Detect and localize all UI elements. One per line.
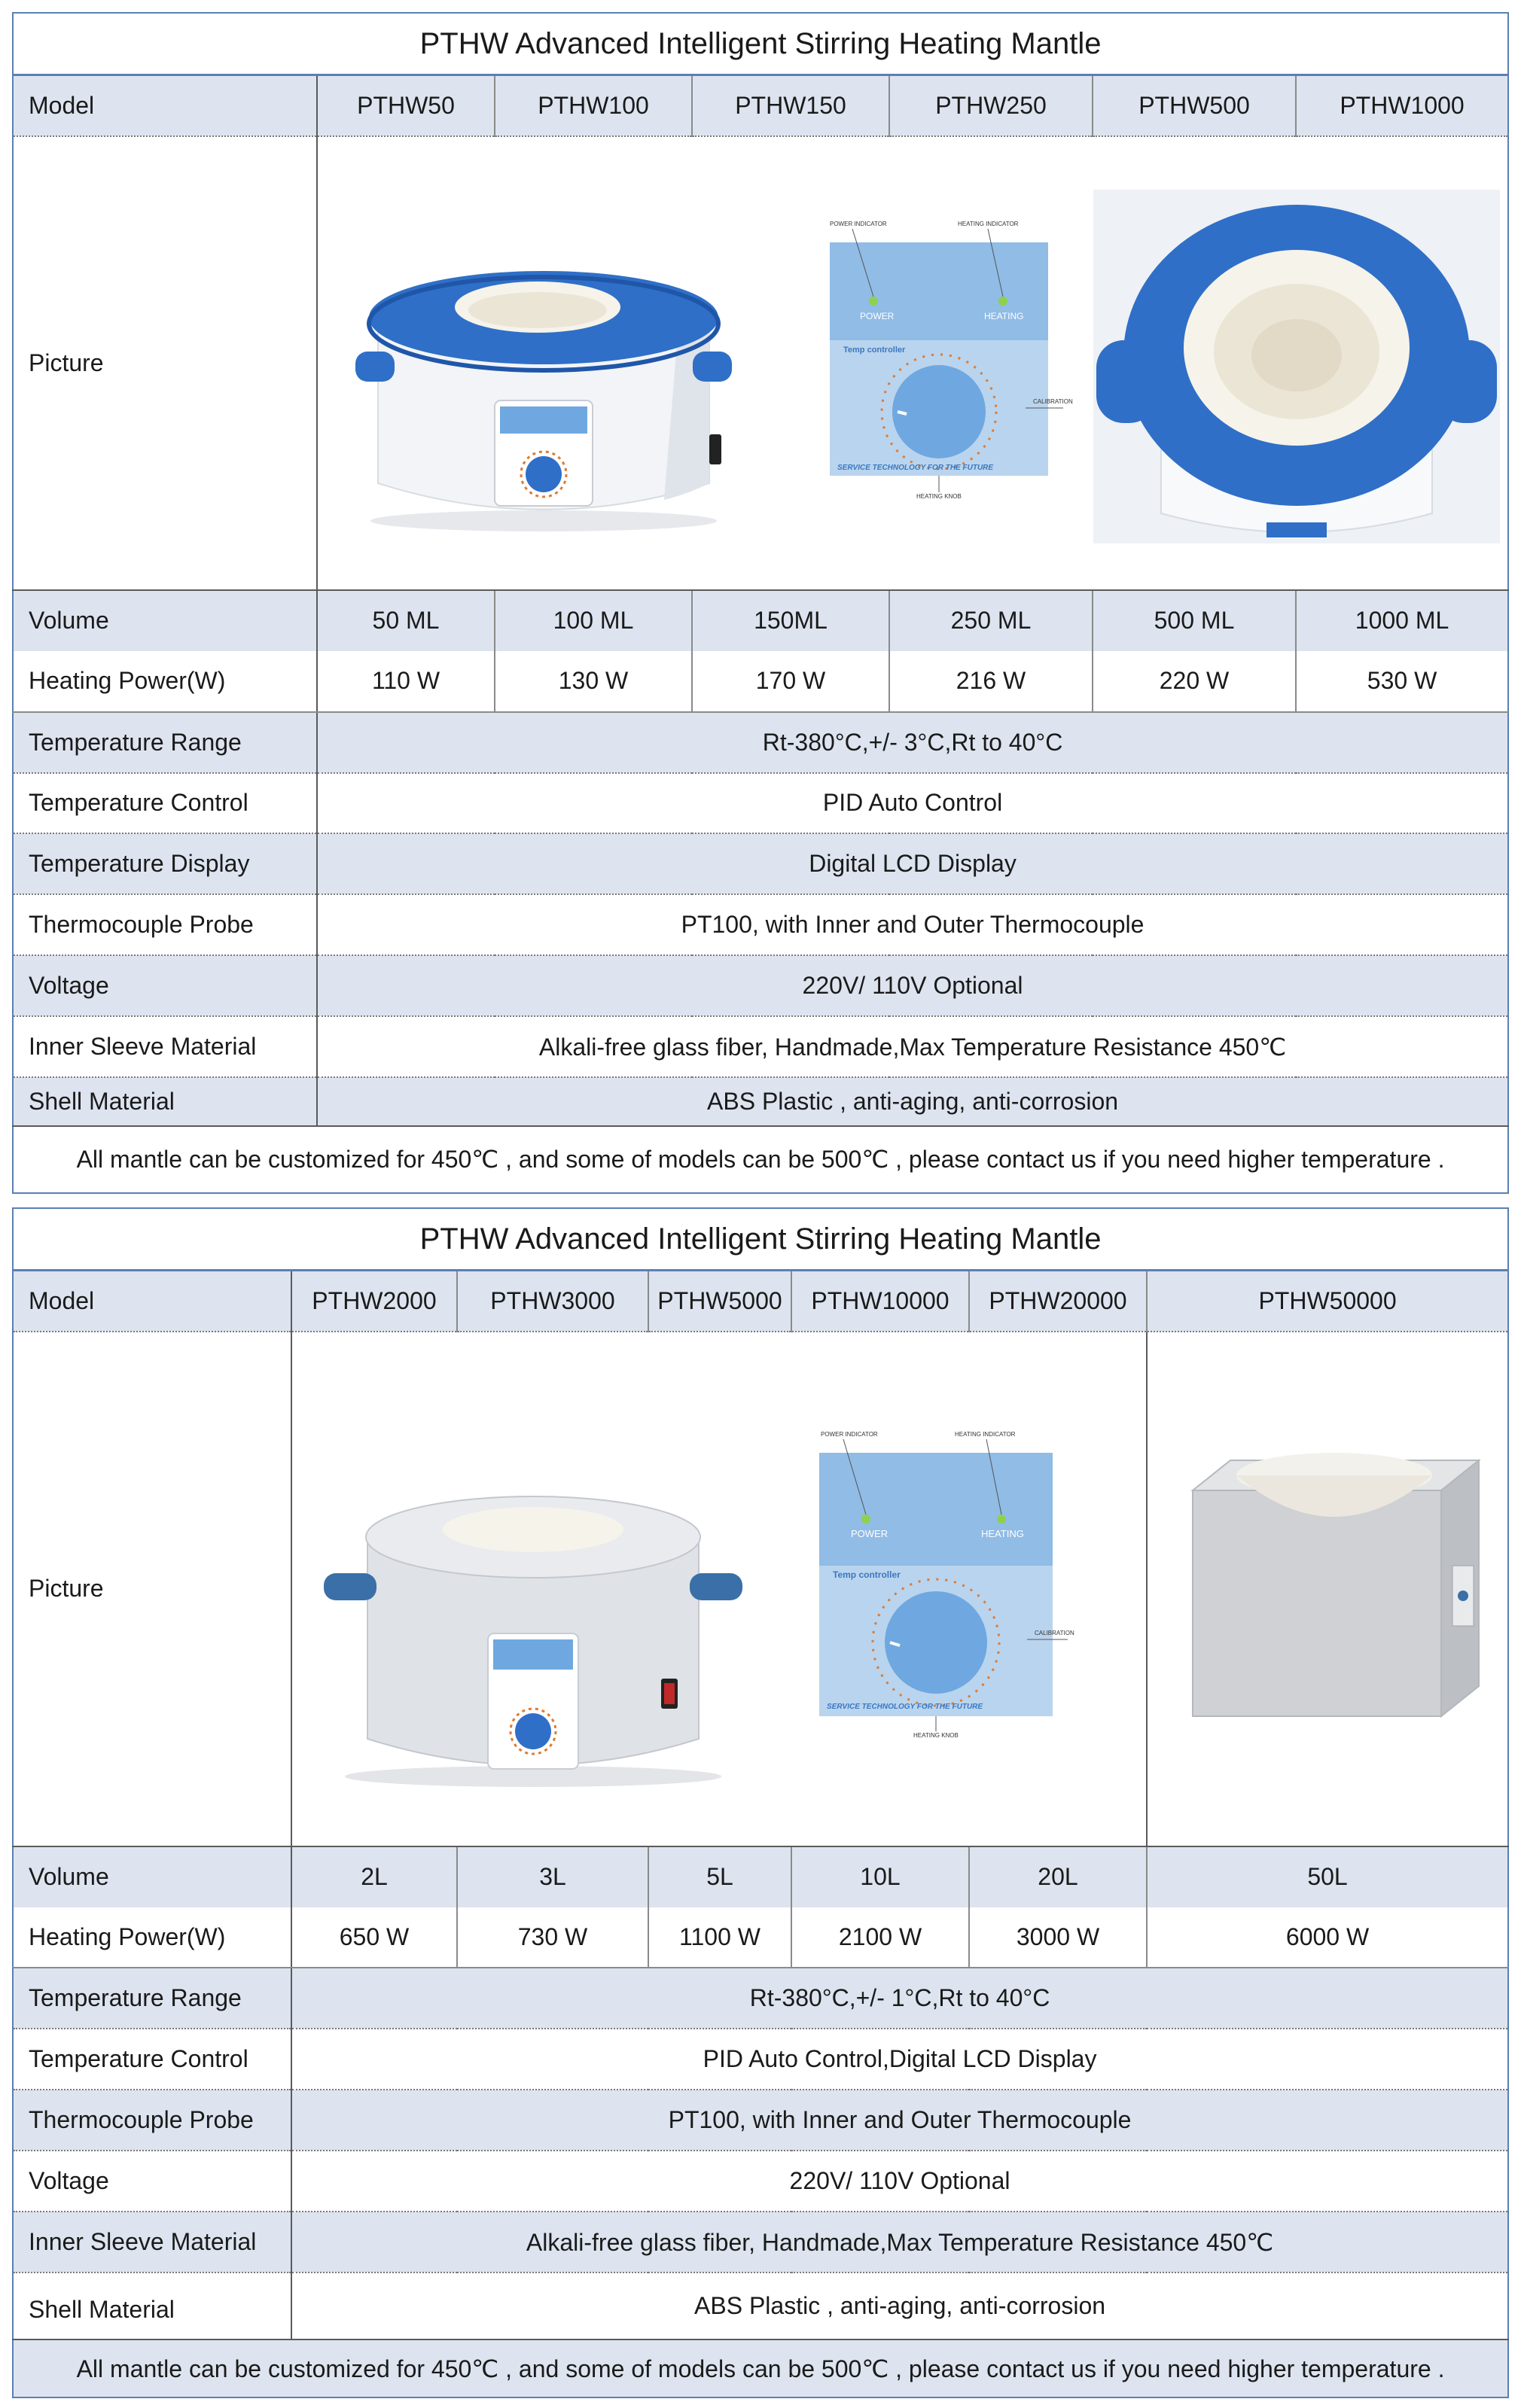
row-label-power: Heating Power(W) [13, 651, 317, 712]
volume-cell: 10L [791, 1846, 969, 1907]
volume-cell: 3L [457, 1846, 648, 1907]
picture-row [13, 136, 1508, 590]
temp-control-row [13, 2029, 1508, 2090]
heating-mantle-blue-photo [333, 235, 754, 536]
row-label-voltage: Voltage [13, 955, 317, 1016]
model-cell: PTHW2000 [291, 1271, 457, 1332]
row-label-model: Model [13, 1271, 291, 1332]
power-indicator-label: POWER INDICATOR [821, 1430, 878, 1438]
volume-cell: 5L [648, 1846, 791, 1907]
volume-row [13, 1846, 1508, 1907]
model-row [13, 1271, 1508, 1332]
shell-row [13, 1077, 1508, 1126]
power-cell: 110 W [317, 651, 495, 712]
row-label-sleeve: Inner Sleeve Material [13, 2212, 291, 2273]
heating-knob-label: HEATING KNOB [913, 1731, 959, 1739]
control-panel-diagram [807, 212, 1078, 498]
spec-table-1 [12, 12, 1509, 1194]
heating-mantle-square-photo [1170, 1445, 1501, 1731]
temp-display-row [13, 833, 1508, 894]
volume-cell: 100 ML [495, 590, 692, 651]
model-cell: PTHW3000 [457, 1271, 648, 1332]
note-row [13, 2340, 1508, 2397]
heating-mantle-grey-photo [307, 1475, 759, 1792]
row-label-shell: Shell Material [13, 1077, 317, 1126]
control-panel-diagram [797, 1423, 1083, 1739]
volume-cell: 1000 ML [1296, 590, 1508, 651]
row-label-picture: Picture [13, 1332, 291, 1846]
power-cell: 530 W [1296, 651, 1508, 712]
temp-control-value: PID Auto Control [317, 773, 1508, 834]
heating-indicator-label: HEATING INDICATOR [955, 1430, 1016, 1438]
power-cell: 650 W [291, 1907, 457, 1968]
volume-row [13, 590, 1508, 651]
power-cell: 220 W [1093, 651, 1296, 712]
row-label-picture: Picture [13, 136, 317, 590]
row-label-probe: Thermocouple Probe [13, 894, 317, 955]
picture-row [13, 1332, 1508, 1846]
power-cell: 216 W [889, 651, 1093, 712]
table-title: PTHW Advanced Intelligent Stirring Heating Mantle [13, 13, 1508, 75]
sleeve-value: Alkali-free glass fiber, Handmade,Max Temperature Resistance 450℃ [317, 1016, 1508, 1077]
row-label-temp-range: Temperature Range [13, 1968, 291, 2029]
temp-controller-label: Temp controller [833, 1569, 901, 1580]
power-row [13, 651, 1508, 712]
row-label-temp-display: Temperature Display [13, 833, 317, 894]
power-cell: 730 W [457, 1907, 648, 1968]
shell-row [13, 2273, 1508, 2340]
model-cell: PTHW5000 [648, 1271, 791, 1332]
temp-range-row [13, 1968, 1508, 2029]
power-cell: 3000 W [969, 1907, 1147, 1968]
temp-range-value: Rt-380°C,+/- 1°C,Rt to 40°C [291, 1968, 1508, 2029]
sleeve-row [13, 1016, 1508, 1077]
temp-control-row [13, 773, 1508, 834]
power-cell: 2100 W [791, 1907, 969, 1968]
sleeve-row [13, 2212, 1508, 2273]
probe-row [13, 2090, 1508, 2151]
row-label-volume: Volume [13, 1846, 291, 1907]
volume-cell: 50 ML [317, 590, 495, 651]
table-title: PTHW Advanced Intelligent Stirring Heating Mantle [13, 1208, 1508, 1271]
temp-controller-label: Temp controller [843, 345, 906, 355]
row-label-voltage: Voltage [13, 2151, 291, 2212]
heating-mantle-top-view-photo [1093, 190, 1500, 543]
temp-range-value: Rt-380°C,+/- 3°C,Rt to 40°C [317, 712, 1508, 773]
row-label-shell: Shell Material [13, 2273, 291, 2340]
voltage-row [13, 955, 1508, 1016]
row-label-temp-control: Temperature Control [13, 2029, 291, 2090]
voltage-value: 220V/ 110V Optional [291, 2151, 1508, 2212]
heating-indicator-label: HEATING INDICATOR [958, 220, 1019, 227]
temp-range-row [13, 712, 1508, 773]
calibration-label: CALIBRATION [1033, 397, 1073, 405]
voltage-row [13, 2151, 1508, 2212]
probe-value: PT100, with Inner and Outer Thermocouple [317, 894, 1508, 955]
row-label-model: Model [13, 75, 317, 136]
power-cell: 1100 W [648, 1907, 791, 1968]
probe-value: PT100, with Inner and Outer Thermocouple [291, 2090, 1508, 2151]
panel-footer: SERVICE TECHNOLOGY FOR THE FUTURE [827, 1702, 983, 1711]
volume-cell: 500 ML [1093, 590, 1296, 651]
model-cell: PTHW100 [495, 75, 692, 136]
footnote: All mantle can be customized for 450℃ , and some of models can be 500℃ , please contact us if you need higher temperature . [13, 1126, 1508, 1193]
calibration-label: CALIBRATION [1035, 1629, 1074, 1636]
model-cell: PTHW500 [1093, 75, 1296, 136]
picture-cell [317, 136, 1508, 590]
note-row [13, 1126, 1508, 1193]
shell-value: ABS Plastic , anti-aging, anti-corrosion [291, 2273, 1508, 2340]
heating-label: HEATING [981, 1527, 1024, 1539]
heating-knob-label: HEATING KNOB [916, 492, 962, 498]
model-cell: PTHW50 [317, 75, 495, 136]
voltage-value: 220V/ 110V Optional [317, 955, 1508, 1016]
probe-row [13, 894, 1508, 955]
model-cell: PTHW250 [889, 75, 1093, 136]
heating-label: HEATING [984, 310, 1024, 321]
model-row [13, 75, 1508, 136]
picture-cell [291, 1332, 1147, 1846]
footnote: All mantle can be customized for 450℃ , and some of models can be 500℃ , please contact us if you need higher temperature . [13, 2340, 1508, 2397]
temp-control-value: PID Auto Control,Digital LCD Display [291, 2029, 1508, 2090]
spec-table-2 [12, 1207, 1509, 2398]
model-cell: PTHW50000 [1147, 1271, 1508, 1332]
picture-cell-large [1147, 1332, 1508, 1846]
shell-value: ABS Plastic , anti-aging, anti-corrosion [317, 1077, 1508, 1126]
model-cell: PTHW10000 [791, 1271, 969, 1332]
model-cell: PTHW150 [692, 75, 889, 136]
row-label-power: Heating Power(W) [13, 1907, 291, 1968]
row-label-volume: Volume [13, 590, 317, 651]
power-cell: 6000 W [1147, 1907, 1508, 1968]
power-cell: 130 W [495, 651, 692, 712]
power-indicator-label: POWER INDICATOR [830, 220, 887, 227]
volume-cell: 2L [291, 1846, 457, 1907]
volume-cell: 50L [1147, 1846, 1508, 1907]
power-cell: 170 W [692, 651, 889, 712]
row-label-probe: Thermocouple Probe [13, 2090, 291, 2151]
row-label-temp-control: Temperature Control [13, 773, 317, 834]
model-cell: PTHW1000 [1296, 75, 1508, 136]
power-label: POWER [851, 1527, 889, 1539]
temp-display-value: Digital LCD Display [317, 833, 1508, 894]
volume-cell: 250 ML [889, 590, 1093, 651]
row-label-sleeve: Inner Sleeve Material [13, 1016, 317, 1077]
volume-cell: 150ML [692, 590, 889, 651]
panel-footer: SERVICE TECHNOLOGY FOR THE FUTURE [837, 463, 994, 472]
volume-cell: 20L [969, 1846, 1147, 1907]
sleeve-value: Alkali-free glass fiber, Handmade,Max Temperature Resistance 450℃ [291, 2212, 1508, 2273]
power-row [13, 1907, 1508, 1968]
model-cell: PTHW20000 [969, 1271, 1147, 1332]
row-label-temp-range: Temperature Range [13, 712, 317, 773]
power-label: POWER [860, 310, 895, 321]
